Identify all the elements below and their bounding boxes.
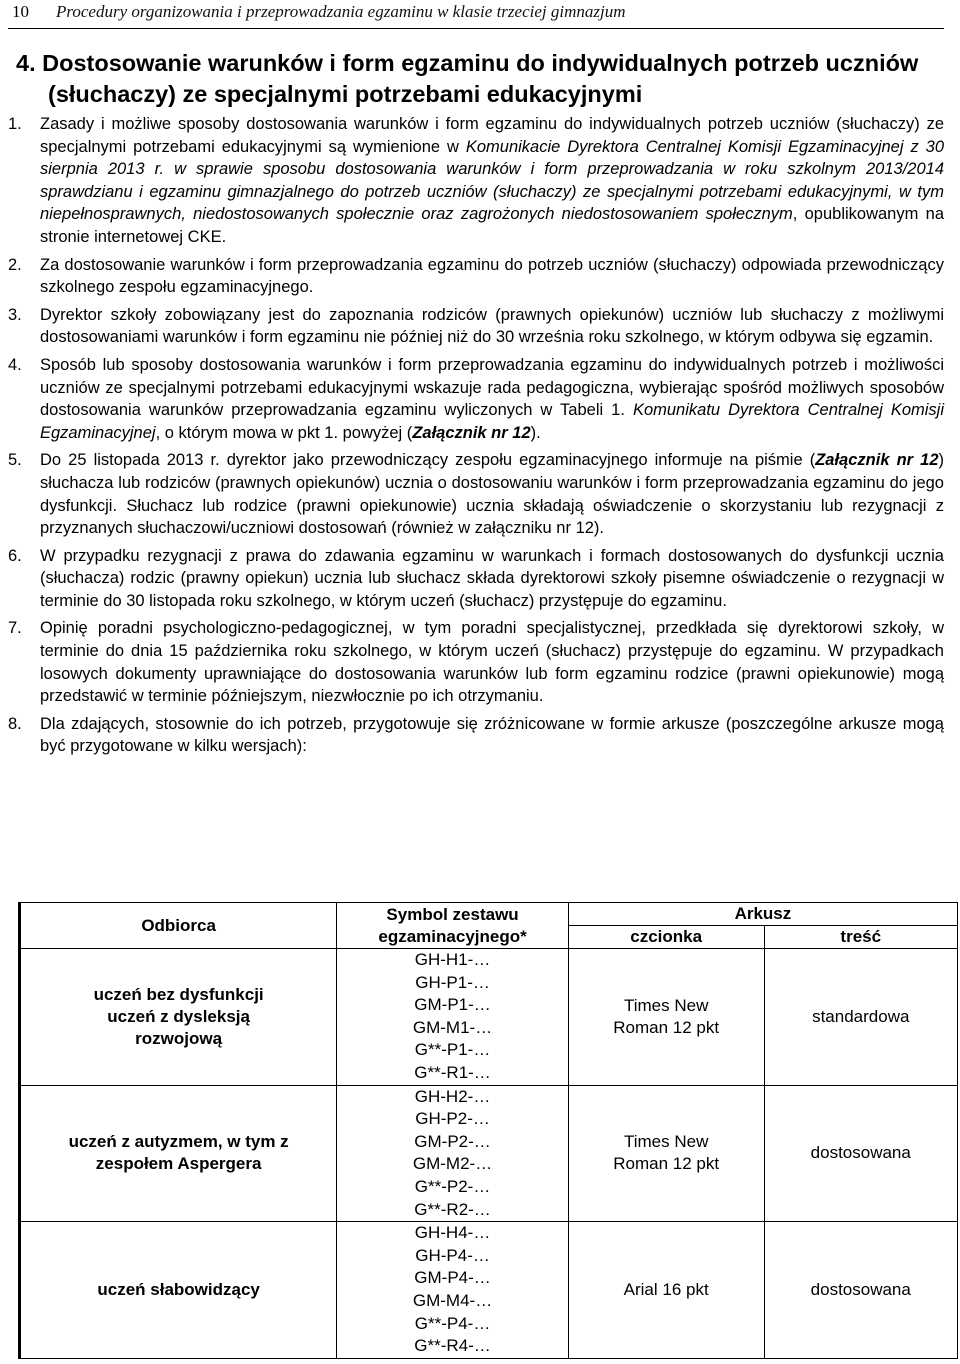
symbol-code: GH-H2-… [414,1086,491,1106]
list-item [8,254,944,299]
item-number: 2. [8,255,22,274]
symbol-code: G**-R2-… [414,1199,491,1219]
exam-sheet-table [18,902,958,1359]
item-text [40,113,944,249]
cell-czcionka: Arial 16 pkt [568,1222,764,1359]
symbol-code: GM-P4-… [414,1268,491,1288]
list-item [8,545,944,613]
item-text: Dyrektor szkoły zobowiązany jest do zapoznania rodziców (prawnych opiekunów) uczniów lub słuchaczy z możliwymi dostosowaniami warunków i form egzaminu nie później niż do 30 września roku szkolnego, w którym odbywa się egzamin. [40,305,944,347]
item-text-bold-italic: Załącznik nr 12 [815,451,939,470]
table-row [20,1085,958,1222]
list-item [8,617,944,707]
symbol-code: GH-P2-… [415,1109,490,1129]
cell-odbiorca: uczeń z autyzmem, w tym z zespołem Aspergera [20,1085,337,1222]
page-number: 10 [12,2,29,21]
symbol-code: G**-P2-… [414,1176,491,1196]
header-odbiorca: Odbiorca [20,903,337,949]
cell-tresc: standardowa [764,949,958,1086]
item-text-part: ) słuchacza lub rodziców (prawnych opiekunów) ucznia o dostosowaniu warunków i form przeprowadzania egzaminu do jego dysfunkcji. Słuchacz lub rodzice (prawni opiekunowie) ucznia składają oświadczenie o skorzystaniu lub rezygnacji z przyznanych słuchaczowi/uczniowi dostosowań (również w załączniku nr 12). [40,451,944,538]
item-text: Za dostosowanie warunków i form przeprowadzania egzaminu do potrzeb uczniów (słuchaczy) odpowiada przewodniczący szkolnego zespołu egzaminacyjnego. [40,255,944,297]
cell-tresc: dostosowana [764,1222,958,1359]
list-item [8,449,944,539]
item-text: W przypadku rezygnacji z prawa do zdawania egzaminu w warunkach i formach dostosowanych do dysfunkcji ucznia (słuchacza) rodzic (prawny opiekun) ucznia lub słuchacz składa dyrektorowi szkoły pisemne oświadczenie o rezygnacji w terminie do 30 listopada roku szkolnego, w którym uczeń (słuchacz) przystępuje do egzaminu. [40,546,944,610]
item-number: 7. [8,619,22,638]
section-number: 4. [16,50,36,76]
section-title: Dostosowanie warunków i form egzaminu do indywidualnych potrzeb uczniów (słuchaczy) ze specjalnymi potrzebami edukacyjnymi [42,50,919,107]
item-number: 6. [8,546,22,565]
item-text-part: , o którym mowa w pkt 1. powyżej ( [155,423,413,442]
symbol-code: GM-M1-… [412,1017,493,1037]
header-symbol: Symbol zestawu egzaminacyjnego* [337,903,569,949]
symbol-code: G**-R4-… [414,1336,491,1356]
item-text-part: ). [530,423,541,442]
symbol-code: G**-P4-… [414,1313,491,1333]
cell-odbiorca: uczeń słabowidzący [20,1222,337,1359]
list-item [8,713,944,758]
item-text-italic: Komunikacie Dyrektora Centralnej Komisji Egzaminacyjnej z 30 sierpnia 2013 r. w sprawie sposobu dostosowania warunków i form przeprowadzania w roku szkolnym 2013/2014 sprawdzianu i egzaminu gimnazjalnego do potrzeb uczniów (słuchaczy) ze specjalnymi potrzebami edukacyjnymi, w tym niepełnosprawnych, niedostosowanych społecznie oraz zagrożonych niedostosowaniem społecznym [40,137,944,224]
item-text-part: Do 25 listopada 2013 r. dyrektor jako przewodniczący zespołu egzaminacyjnego informuje na piśmie ( [40,451,816,470]
symbol-code: GM-P2-… [414,1131,491,1151]
item-text [40,354,944,444]
table-row [20,1222,958,1359]
symbol-code: GH-P1-… [415,972,490,992]
item-text: Dla zdających, stosownie do ich potrzeb, przygotowuje się zróżnicowane w formie arkusze (poszczególne arkusze mogą być przygotowane w kilku wersjach): [40,714,944,756]
item-text-italic: Komunikatu Dyrektora Centralnej Komisji Egzaminacyjnej [40,401,945,442]
section-heading [8,48,944,110]
symbol-code: GH-H1-… [414,950,491,969]
item-number: 3. [8,305,22,324]
cell-symbols [337,949,569,1086]
list-item [8,304,944,349]
table-row [20,949,958,1086]
list-item [8,113,944,249]
cell-tresc: dostosowana [764,1085,958,1222]
item-text-part: Zasady i możliwe sposoby dostosowania warunków i form egzaminu do indywidualnych potrzeb uczniów (słuchaczy) ze specjalnymi potrzebami edukacyjnymi są wymienione w [40,115,944,156]
running-title: Procedury organizowania i przeprowadzania egzaminu w klasie trzeciej gimnazjum [56,2,626,21]
item-text: Opinię poradni psychologiczno-pedagogicznej, w tym poradni specjalistycznej, przedkłada się dyrektorowi szkoły, w terminie do dnia 15 października roku szkolnego, w którym uczeń (słuchacz) przystępuje do egzaminu. W przypadkach losowych dokumenty uprawniające do dostosowania warunków lub form egzaminu rodzice (prawni opiekunowie) mogą przedstawić w terminie późniejszym, niezwłocznie po ich otrzymaniu. [40,619,944,706]
item-number: 4. [8,355,22,374]
header-czcionka: czcionka [568,926,764,949]
item-number: 5. [8,451,22,470]
item-number: 8. [8,714,22,733]
symbol-code: GM-P1-… [414,995,491,1015]
symbol-code: GM-M4-… [412,1290,493,1310]
cell-czcionka: Times New Roman 12 pkt [568,1085,764,1222]
cell-czcionka: Times New Roman 12 pkt [568,949,764,1086]
item-text-bold-italic: Załącznik nr 12 [412,423,531,442]
symbol-code: G**-R1-… [414,1062,491,1082]
symbol-code: GH-P4-… [415,1245,490,1265]
symbol-code: GH-H4-… [414,1223,491,1243]
table-header-row [20,903,958,926]
cell-odbiorca: uczeń bez dysfunkcji uczeń z dysleksją rozwojową [20,949,337,1086]
header-arkusz: Arkusz [568,903,957,926]
symbol-code: GM-M2-… [412,1154,493,1174]
item-text-part: , opublikowanym na stronie internetowej CKE. [40,205,944,246]
item-text-part: Sposób lub sposoby dostosowania warunków i form przeprowadzania egzaminu do indywidualnych potrzeb i możliwości uczniów ze specjalnymi potrzebami edukacyjnymi wskazuje rada pedagogiczna, wybierając spośród możliwych sposobów dostosowania warunków przeprowadzania egzaminu wyliczonych w Tabeli 1. [40,355,944,420]
cell-symbols [337,1222,569,1359]
symbol-code: G**-P1-… [414,1040,491,1060]
running-header [8,0,944,29]
cell-symbols [337,1085,569,1222]
item-text [40,449,944,539]
item-number: 1. [8,115,22,133]
list-item [8,354,944,444]
header-tresc: treść [764,926,958,949]
